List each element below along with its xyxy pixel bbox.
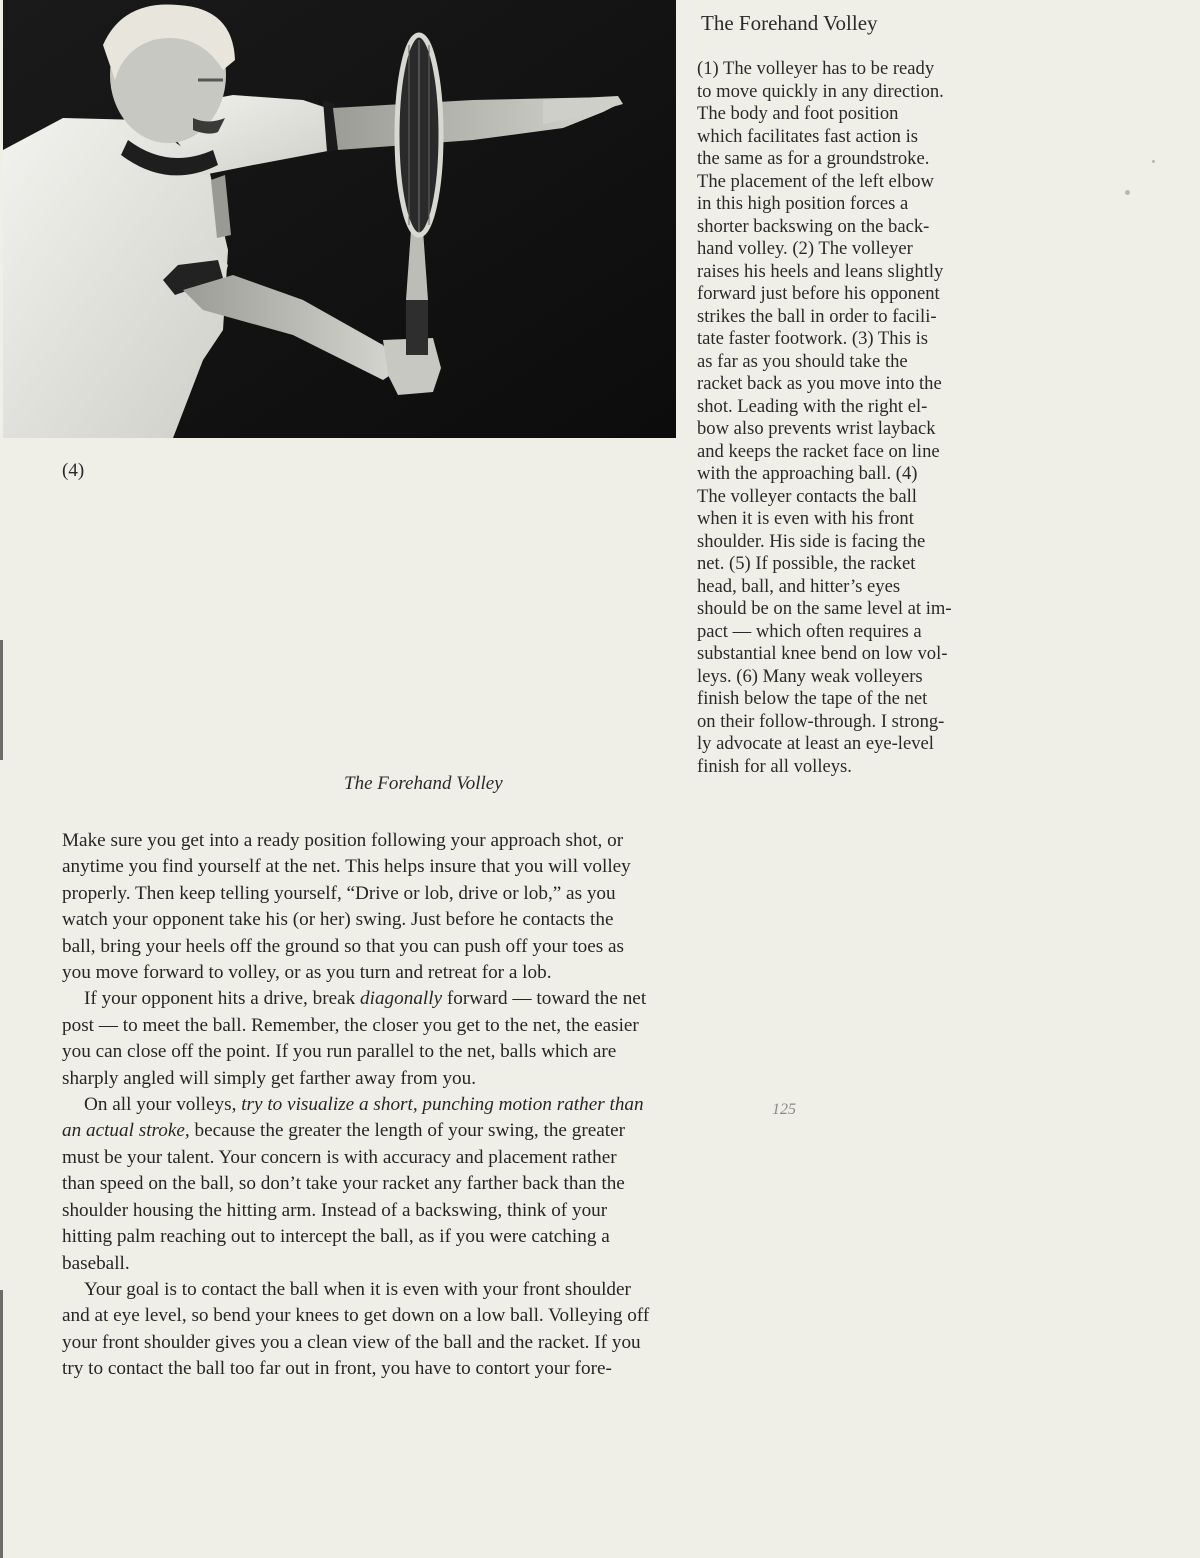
body-line (62, 907, 822, 933)
photo-caption: The Forehand Volley (344, 773, 503, 794)
body-line (62, 1198, 822, 1224)
caption-line: which facilitates fast action is (697, 125, 918, 147)
text-run: baseball. (62, 1252, 130, 1274)
caption-line: ly advocate at least an eye-level (697, 733, 934, 754)
caption-line: in this high position forces a (697, 193, 909, 214)
caption-line: when it is even with his front (697, 508, 914, 529)
body-line (62, 1224, 822, 1250)
text-run: and at eye level, so bend your knees to get down on a low ball. Volleying off (62, 1305, 650, 1327)
body-line (62, 1039, 822, 1065)
body-line (62, 1303, 822, 1329)
caption-line: shot. Leading with the right el- (697, 395, 928, 417)
body-line (62, 1145, 822, 1171)
page-number: 125 (772, 1101, 796, 1118)
text-run: you move forward to volley, or as you turn and retreat for a lob. (62, 962, 552, 984)
sidebar-title: The Forehand Volley (701, 11, 878, 35)
caption-line: racket back as you move into the (697, 373, 942, 394)
text-run: because the greater the length of your swing, the greater (189, 1120, 625, 1142)
body-line (62, 1013, 822, 1039)
caption-line: raises his heels and leans slightly (697, 260, 944, 282)
text-run: properly. Then keep telling yourself, “Drive or lob, drive or lob,” as you (62, 882, 616, 904)
caption-line: finish for all volleys. (697, 755, 852, 777)
caption-line: to move quickly in any direction. (697, 80, 944, 102)
caption-line: hand volley. (2) The volleyer (697, 238, 913, 259)
caption-line: substantial knee bend on low vol- (697, 643, 948, 664)
text-run: Your goal is to contact the ball when it is even with your front shoulder (84, 1278, 631, 1300)
text-run: must be your talent. Your concern is with accuracy and placement rather (62, 1146, 617, 1168)
caption-line: and keeps the racket face on line (697, 440, 940, 462)
text-run: anytime you find yourself at the net. This helps insure that you will volley (62, 856, 631, 878)
text-run: Make sure you get into a ready position following your approach shot, or (62, 830, 624, 851)
body-line (62, 1092, 822, 1118)
caption-line: shoulder. His side is facing the (697, 530, 926, 552)
text-run: forward — toward the net (442, 988, 647, 1010)
body-line (62, 1356, 822, 1382)
body-line (62, 854, 822, 880)
text-run: hitting palm reaching out to intercept the ball, as if you were catching a (62, 1226, 610, 1248)
caption-line: The placement of the left elbow (697, 170, 934, 192)
scan-gutter-line (0, 1290, 3, 1558)
italic-phrase: an actual stroke, (62, 1120, 190, 1142)
caption-line: as far as you should take the (697, 350, 908, 372)
text-run: post — to meet the ball. Remember, the closer you get to the net, the easier (62, 1014, 639, 1036)
text-run: shoulder housing the hitting arm. Instead of a backswing, think of your (62, 1199, 608, 1221)
italic-phrase: diagonally (360, 988, 443, 1010)
body-line (62, 1066, 822, 1092)
text-run: try to contact the ball too far out in front, you have to contort your fore- (62, 1358, 612, 1380)
text-run: If your opponent hits a drive, break (84, 988, 361, 1010)
caption-line: shorter backswing on the back- (697, 215, 930, 237)
body-text (62, 828, 822, 1383)
caption-line: strikes the ball in order to facili- (697, 305, 937, 327)
body-line (62, 934, 822, 960)
caption-line: pact — which often requires a (697, 620, 922, 642)
text-run: On all your volleys, (84, 1094, 242, 1116)
text-run: watch your opponent take his (or her) swing. Just before he contacts the (62, 909, 614, 931)
body-line (62, 1330, 822, 1356)
figure-number: (4) (62, 460, 85, 481)
body-line (62, 1251, 822, 1277)
text-run: than speed on the ball, so don’t take your racket any farther back than the (62, 1173, 625, 1195)
text-run: ball, bring your heels off the ground so that you can push off your toes as (62, 935, 625, 957)
text-run: you can close off the point. If you run parallel to the net, balls which are (62, 1041, 617, 1063)
caption-line: bow also prevents wrist layback (697, 418, 936, 439)
caption-line: the same as for a groundstroke. (697, 148, 930, 169)
caption-line: on their follow-through. I strong- (697, 710, 945, 732)
body-line (62, 1171, 822, 1197)
text-run: your front shoulder gives you a clean view of the ball and the racket. If you (62, 1331, 641, 1353)
caption-line: head, ball, and hitter’s eyes (697, 575, 901, 597)
caption-line: leys. (6) Many weak volleyers (697, 665, 923, 687)
caption-line: with the approaching ball. (4) (697, 463, 918, 484)
italic-phrase: try to visualize a short, punching motion rather than (241, 1094, 644, 1116)
caption-line: net. (5) If possible, the racket (697, 553, 916, 574)
sidebar-caption (697, 58, 1037, 778)
body-line (62, 828, 822, 854)
text-run: sharply angled will simply get farther away from you. (62, 1067, 477, 1089)
tennis-player-photo (3, 0, 676, 438)
scan-speck (1125, 190, 1130, 195)
body-line (62, 1277, 822, 1303)
caption-line: should be on the same level at im- (697, 598, 952, 619)
caption-line: forward just before his opponent (697, 283, 940, 304)
caption-line: (1) The volleyer has to be ready (697, 58, 935, 79)
caption-line: The body and foot position (697, 103, 899, 124)
body-line (62, 881, 822, 907)
caption-line: tate faster footwork. (3) This is (697, 328, 928, 349)
caption-line: finish below the tape of the net (697, 688, 928, 709)
scan-gutter-line (0, 640, 3, 760)
body-line (62, 1118, 822, 1144)
scan-speck (1152, 160, 1155, 163)
caption-line: The volleyer contacts the ball (697, 485, 917, 507)
body-line (62, 960, 822, 986)
body-line (62, 986, 822, 1012)
